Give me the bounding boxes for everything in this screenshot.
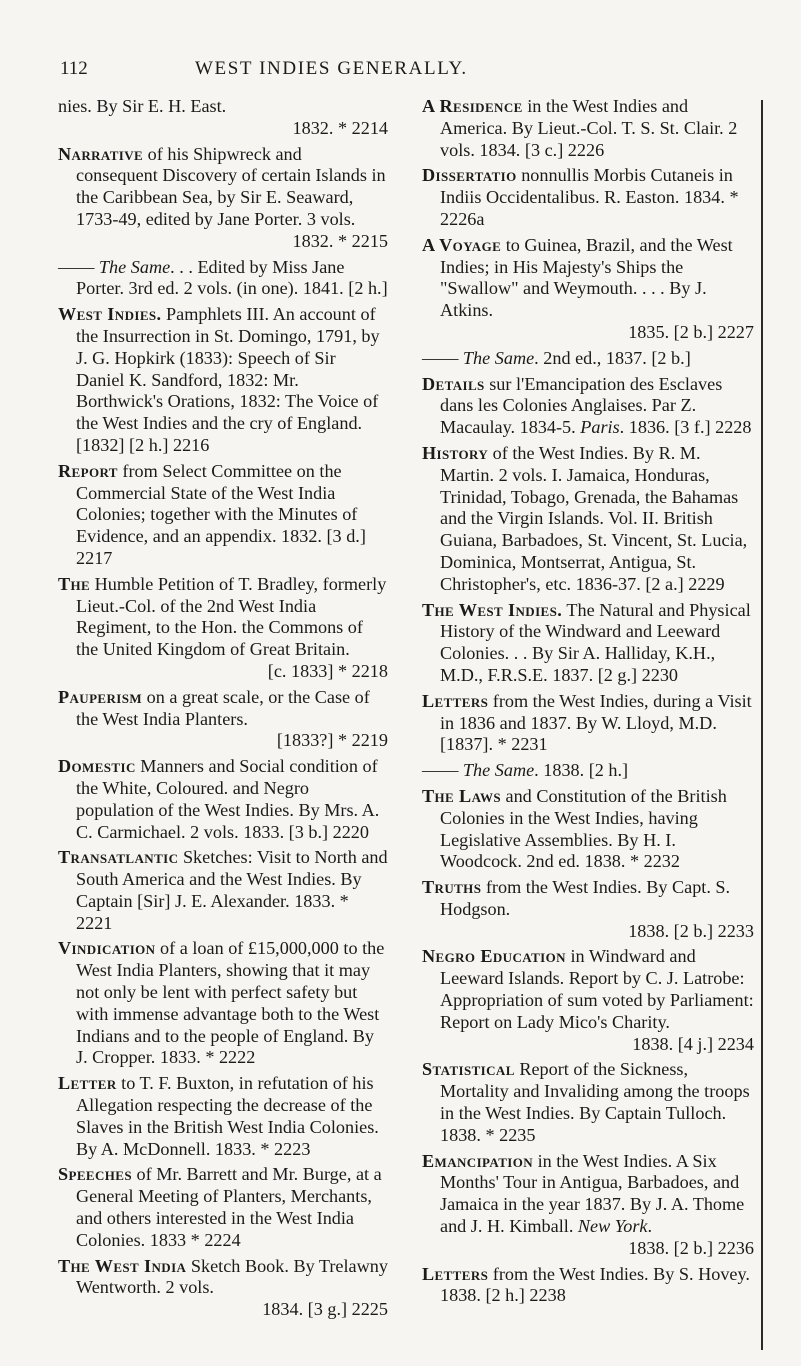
- entry-text: ——: [58, 256, 99, 277]
- catalog-entry: [422, 691, 754, 756]
- catalog-entry: [422, 946, 754, 1055]
- page-edge-rule: [761, 100, 763, 1350]
- entry-heading: History: [422, 442, 489, 463]
- catalog-entry: [58, 1073, 388, 1160]
- entry-text: . 2nd ed., 1837. [2 b.]: [534, 347, 691, 368]
- entry-text: nonnullis Morbis Cutaneis in Indiis Occidentalibus. R. Easton. 1834. * 2226a: [440, 165, 739, 229]
- entry-text: .: [647, 1216, 653, 1237]
- catalog-entry: [58, 756, 388, 843]
- entry-reference: 1835. [2 b.] 2227: [628, 321, 754, 342]
- entry-text: and Constitution of the British Colonies in the West Indies, having Legislative Assemblies. By H. I. Woodcock. 2nd ed. 1838. * 2232: [440, 785, 727, 872]
- catalog-entry: [422, 348, 754, 370]
- entry-heading: Statistical: [422, 1059, 515, 1080]
- entry-text: ——: [422, 347, 463, 368]
- entry-heading: A Residence: [422, 96, 523, 116]
- catalog-entry: [422, 1264, 754, 1308]
- catalog-entry: [422, 760, 754, 782]
- entry-reference: [1833?] * 2219: [276, 730, 388, 751]
- catalog-entry: [58, 847, 388, 934]
- entry-heading: West Indies.: [58, 304, 162, 325]
- entry-text: in the West Indies. A Six Months' Tour in Antigua, Barbadoes, and Jamaica in the year 1837. By J. A. Thome and J. H. Kimball.: [440, 1150, 745, 1237]
- entry-heading: Narrative: [58, 143, 144, 164]
- entry-reference: [c. 1833] * 2218: [267, 660, 388, 681]
- running-head: WEST INDIES GENERALLY.: [195, 58, 468, 79]
- entry-text: from Select Committee on the Commercial State of the West India Colonies; together with the Minutes of Evidence, and an appendix. 1832. [3 d.] 2217: [76, 460, 366, 568]
- entry-text: Manners and Social condition of the White, Coloured. and Negro population of the West Indies. By Mrs. A. C. Carmichael. 2 vols. 1833. [3 b.] 2220: [76, 756, 380, 842]
- catalog-entry: [58, 96, 388, 140]
- entry-text: The Natural and Physical History of the Windward and Leeward Colonies. . . By Sir A. Halliday, K.H., M.D., F.R.S.E. 1837. [2 g.] 2230: [440, 599, 751, 685]
- entry-reference: 1832. * 2215: [292, 230, 388, 251]
- entry-text: Pamphlets III. An account of the Insurrection in St. Domingo, 1791, by J. G. Hopkirk (1833): Speech of Sir Daniel K. Sandford, 1832: Mr. Borthwick's Orations, 1832: The Voice of the West Indies and the cry of England. [1832] [2 h.] 2216: [76, 304, 380, 455]
- entry-text: of a loan of £15,000,000 to the West India Planters, showing that it may not only be lent with perfect safety but with immense advantage both to the West Indians and to the people of England. By J. Cropper. 1833. * 2222: [76, 938, 385, 1068]
- entry-heading: Details: [422, 373, 485, 394]
- entry-heading: Speeches: [58, 1164, 132, 1185]
- entry-text: nies. By Sir E. H. East.: [58, 96, 227, 116]
- entry-heading: The West India: [58, 1255, 187, 1276]
- entry-heading: Letters: [422, 690, 489, 711]
- entry-text: on a great scale, or the Case of the West India Planters.: [76, 686, 370, 729]
- catalog-entry: [422, 235, 754, 344]
- entry-heading: Letters: [422, 1263, 489, 1284]
- entry-reference: 1838. [4 j.] 2234: [632, 1033, 754, 1054]
- entry-heading: Pauperism: [58, 686, 143, 707]
- entry-text: from the West Indies. By S. Hovey. 1838. [2 h.] 2238: [440, 1263, 750, 1306]
- catalog-entry: [58, 1164, 388, 1251]
- catalog-entry: [422, 600, 754, 687]
- left-column: [58, 96, 388, 1325]
- entry-reference: 1838. [2 b.] 2233: [628, 920, 754, 941]
- entry-text: Humble Petition of T. Bradley, formerly Lieut.-Col. of the 2nd West India Regiment, to the Hon. the Commons of the United Kingdom of Great Britain.: [76, 573, 387, 660]
- catalog-entry: [58, 304, 388, 457]
- entry-text: The Same: [462, 760, 535, 781]
- entry-text: . 1838. [2 h.]: [534, 760, 629, 781]
- catalog-entry: [58, 687, 388, 752]
- catalog-entry: [58, 574, 388, 683]
- catalog-entry: [422, 165, 754, 230]
- entry-heading: Vindication: [58, 938, 156, 959]
- entry-heading: Transatlantic: [58, 847, 179, 868]
- entry-text: to Guinea, Brazil, and the West Indies; in His Majesty's Ships the "Swallow" and Weymouth. . . . By J. Atkins.: [440, 234, 733, 321]
- catalog-entry: [422, 443, 754, 596]
- entry-reference: 1834. [3 g.] 2225: [262, 1299, 388, 1320]
- entry-heading: The: [58, 573, 91, 594]
- entry-text: Report of the Sickness, Mortality and Invaliding among the troops in the West Indies. By Captain Tulloch. 1838. * 2235: [440, 1059, 750, 1145]
- catalog-entry: [58, 461, 388, 570]
- catalog-entry: [422, 374, 754, 439]
- catalog-entry: [422, 1059, 754, 1146]
- catalog-entry: [58, 1256, 388, 1321]
- entry-text: Sketch Book. By Trelawny Wentworth. 2 vols.: [76, 1255, 388, 1298]
- entry-text: sur l'Emancipation des Esclaves dans les Colonies Anglaises. Par Z. Macaulay. 1834-5.: [440, 373, 723, 438]
- entry-heading: Truths: [422, 877, 482, 898]
- entry-heading: Negro Education: [422, 946, 566, 967]
- entry-text: The Same: [98, 256, 171, 277]
- entry-text: from the West Indies. By Capt. S. Hodgson.: [440, 877, 731, 919]
- page-number: 112: [60, 58, 88, 79]
- entry-text: . . . Edited by Miss Jane Porter. 3rd ed. 2 vols. (in one). 1841. [2 h.]: [76, 256, 388, 299]
- entry-heading: Letter: [58, 1073, 117, 1094]
- right-column: [422, 96, 754, 1311]
- entry-reference: 1832. * 2214: [292, 117, 388, 138]
- entry-text: of the West Indies. By R. M. Martin. 2 vols. I. Jamaica, Honduras, Trinidad, Tobago, Grenada, the Bahamas and the Virgin Islands. Vol. II. British Guiana, Barbadoes, St. Vincent, St. Lucia, Dominica, Montserrat, Antigua, St. Christopher's, etc. 1836-37. [2 a.] 2229: [440, 442, 748, 594]
- entry-reference: 1838. [2 b.] 2236: [628, 1237, 754, 1258]
- entry-text: Sketches: Visit to North and South America and the West Indies. By Captain [Sir] J. E. Alexander. 1833. * 2221: [76, 847, 388, 933]
- catalog-entry: [58, 257, 388, 301]
- entry-text: to T. F. Buxton, in refutation of his Allegation respecting the decrease of the Slaves in the British West India Colonies. By A. McDonnell. 1833. * 2223: [76, 1073, 379, 1159]
- catalog-entry: [422, 786, 754, 873]
- entry-text: New York: [577, 1216, 648, 1237]
- entry-text: in the West Indies and America. By Lieut.-Col. T. S. St. Clair. 2 vols. 1834. [3 c.] 2226: [440, 96, 738, 160]
- entry-heading: A Voyage: [422, 234, 502, 255]
- catalog-entry: [422, 1151, 754, 1260]
- catalog-entry: [422, 96, 754, 161]
- entry-text: Paris: [580, 417, 620, 438]
- entry-text: in Windward and Leeward Islands. Report by C. J. Latrobe: Appropriation of sum voted by Parliament: Report on Lady Mico's Charity.: [440, 946, 754, 1032]
- entry-text: of Mr. Barrett and Mr. Burge, at a General Meeting of Planters, Merchants, and others interested in the West India Colonies. 1833 * 2224: [76, 1164, 382, 1250]
- entry-heading: The West Indies.: [422, 599, 563, 620]
- entry-heading: The Laws: [422, 785, 501, 806]
- entry-heading: Domestic: [58, 756, 136, 777]
- entry-text: from the West Indies, during a Visit in 1836 and 1837. By W. Lloyd, M.D. [1837]. * 2231: [440, 690, 752, 755]
- entry-text: ——: [422, 760, 463, 781]
- entry-text: . 1836. [3 f.] 2228: [619, 417, 752, 438]
- entry-text: The Same: [462, 347, 535, 368]
- entry-text: of his Shipwreck and consequent Discovery of certain Islands in the Caribbean Sea, by Sir E. Seaward, 1733-49, edited by Jane Porter. 3 vols.: [76, 143, 386, 229]
- entry-heading: Emancipation: [422, 1150, 534, 1171]
- catalog-entry: [58, 144, 388, 253]
- entry-heading: Dissertatio: [422, 165, 517, 186]
- catalog-entry: [58, 938, 388, 1069]
- entry-heading: Report: [58, 460, 118, 481]
- catalog-entry: [422, 877, 754, 942]
- page-header: [60, 58, 760, 88]
